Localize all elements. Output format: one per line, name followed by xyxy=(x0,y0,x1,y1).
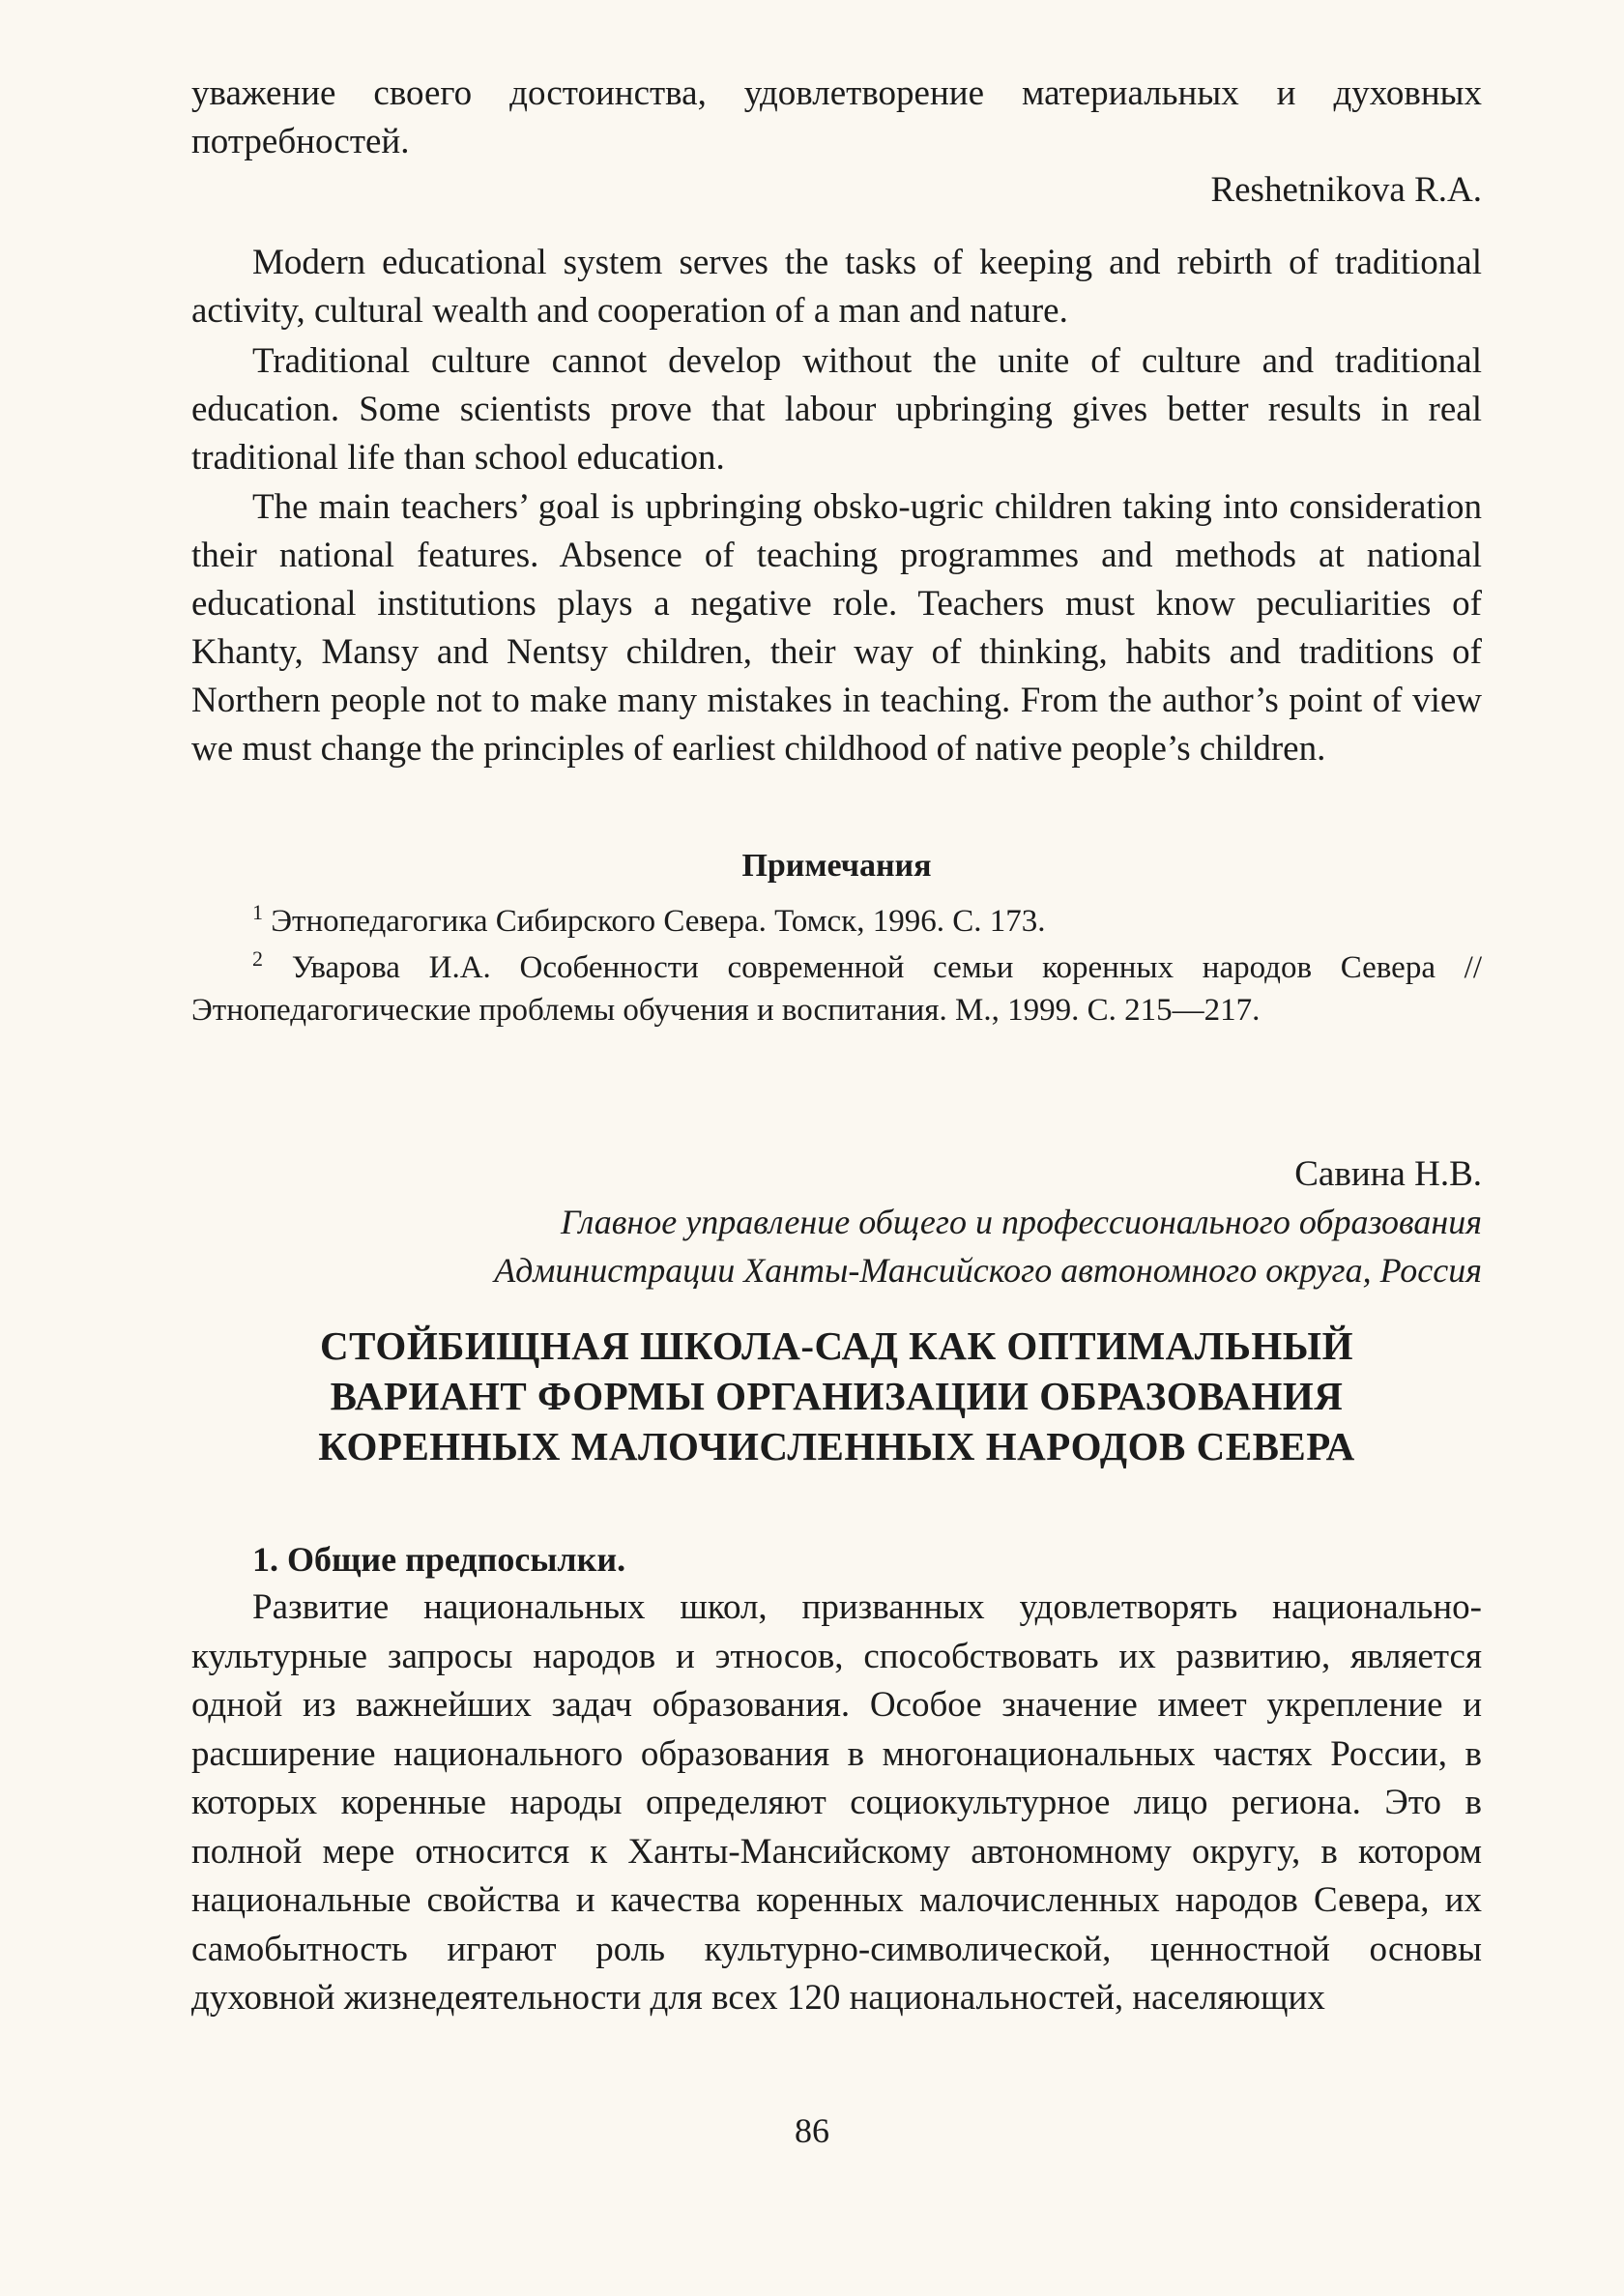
continuation-paragraph: уважение своего достоинства, удовлетворение материальных и духовных потребностей. xyxy=(191,73,1482,161)
article-title-line-1: СТОЙБИЩНАЯ ШКОЛА-САД КАК ОПТИМАЛЬНЫЙ xyxy=(320,1323,1353,1368)
article-title-line-3: КОРЕННЫХ МАЛОЧИСЛЕННЫХ НАРОДОВ СЕВЕРА xyxy=(318,1424,1355,1468)
note-item-1 xyxy=(191,900,1482,943)
abstract-paragraph-1: Modern educational system serves the tasks of keeping and rebirth of traditional activity, cultural wealth and cooperation of a man and nature. xyxy=(191,243,1482,331)
note-text: Этнопедагогика Сибирского Севера. Томск, 1996. С. 173. xyxy=(271,904,1046,939)
article-title-line-2: ВАРИАНТ ФОРМЫ ОРГАНИЗАЦИИ ОБРАЗОВАНИЯ xyxy=(330,1374,1344,1418)
note-number: 1 xyxy=(252,900,263,924)
abstract-author: Reshetnikova R.A. xyxy=(1210,170,1482,210)
note-number: 2 xyxy=(252,946,263,971)
abstract-paragraph-2: Traditional culture cannot develop without the unite of culture and traditional education. Some scientists prove that labour upbringing gives better results in real traditional life than school education. xyxy=(191,341,1482,478)
article-affiliation-line-2: Администрации Ханты-Мансийского автономного округа, Россия xyxy=(494,1251,1482,1290)
article-affiliation-line-1: Главное управление общего и профессионального образования xyxy=(561,1203,1482,1241)
article-author: Савина Н.В. xyxy=(1294,1154,1482,1194)
note-item-2 xyxy=(191,946,1482,1032)
notes-heading: Примечания xyxy=(741,848,932,884)
article-body-paragraph: Развитие национальных школ, призванных удовлетворять национально-культурные запросы народов и этносов, способствовать их развитию, является одной из важнейших задач образования. Особое значение имеет укрепление и расширение национального образования в многонациональных частях России, в которых коренные народы определяют социокультурное лицо региона. Это в полной мере относится к Ханты-Мансийскому автономному округу, в котором национальные свойства и качества коренных малочисленных народов Севера, их самобытность играют роль культурно-символической, ценностной основы духовной жизнедеятельности для всех 120 национальностей, населяющих xyxy=(191,1587,1482,2018)
page-number: 86 xyxy=(795,2111,829,2150)
section-heading: 1. Общие предпосылки. xyxy=(252,1540,626,1579)
abstract-paragraph-3: The main teachers’ goal is upbringing obsko-ugric children taking into consideration their national features. Absence of teaching programmes and methods at national educational institutions plays a negative role. Teachers must know peculiarities of Khanty, Mansy and Nentsy children, their way of thinking, habits and traditions of Northern people not to make many mistakes in teaching. From the author’s point of view we must change the principles of earliest childhood of native people’s children. xyxy=(191,487,1482,769)
note-text: Уварова И.А. Особенности современной семьи коренных народов Севера // Этнопедагогические проблемы обучения и воспитания. М., 1999. С. 215—217. xyxy=(191,950,1482,1028)
